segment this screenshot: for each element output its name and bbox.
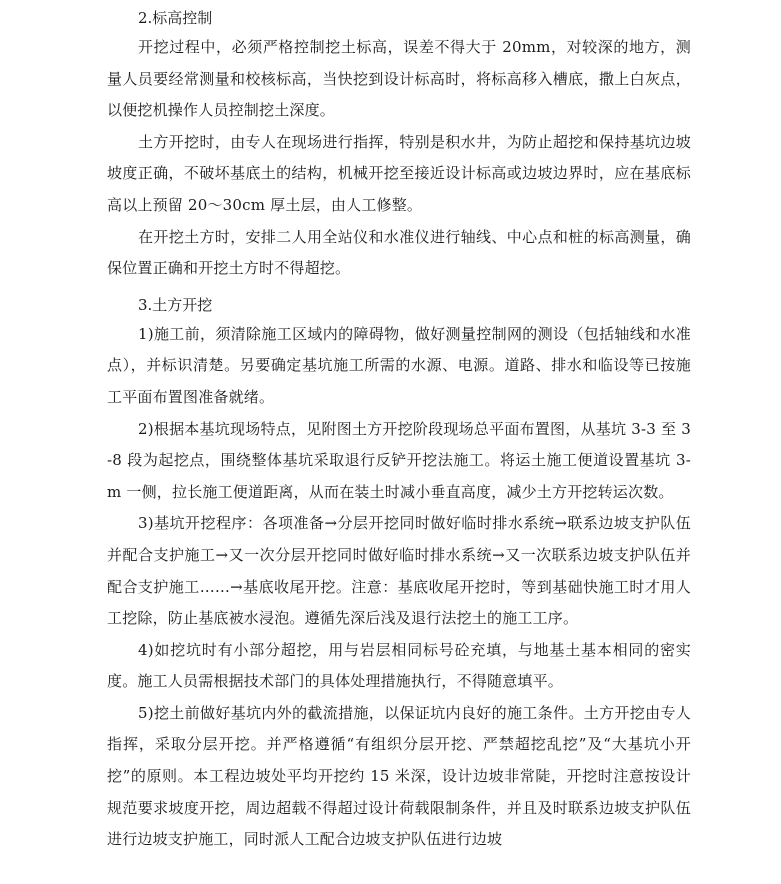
paragraph: 2)根据本基坑现场特点，见附图土方开挖阶段现场总平面布置图，从基坑 3-3 至 3-8 段为起挖点，围绕整体基坑采取退行反铲开挖法施工。将运土施工便道设置基坑 3-m 一侧，拉长施工便道距离，从而在装土时减小垂直高度，减少土方开挖转运次数。 (107, 419, 691, 501)
paragraph: 3)基坑开挖程序：各项准备→分层开挖同时做好临时排水系统→联系边坡支护队伍并配合支护施工→又一次分层开挖同时做好临时排水系统→又一次联系边坡支护队伍并配合支护施工……→基底收尾开挖。注意：基底收尾开挖时，等到基础快施工时才用人工挖除，防止基底被水浸泡。遵循先深后浅及退行法挖土的施工工序。 (107, 514, 691, 628)
paragraph: 在开挖土方时，安排二人用全站仪和水准仪进行轴线、中心点和桩的标高测量，确保位置正确和开挖土方时不得超挖。 (107, 227, 691, 278)
section-heading-earthwork-excavation: 3.土方开挖 (138, 295, 213, 314)
paragraph: 4)如挖坑时有小部分超挖，用与岩层相同标号砼充填，与地基土基本相同的密实度。施工人员需根据技术部门的具体处理措施执行，不得随意填平。 (107, 640, 691, 691)
paragraph: 1)施工前，须清除施工区域内的障碍物，做好测量控制网的测设（包括轴线和水准点），并标识清楚。另要确定基坑施工所需的水源、电源。道路、排水和临设等已按施工平面布置图准备就绪。 (107, 324, 691, 406)
paragraph: 开挖过程中，必须严格控制挖土标高，误差不得大于 20mm，对较深的地方，测量人员要经常测量和校核标高，当快挖到设计标高时，将标高移入槽底，撒上白灰点，以便挖机操作人员控制挖土深度。 (107, 38, 691, 120)
paragraph: 5)挖土前做好基坑内外的截流措施，以保证坑内良好的施工条件。土方开挖由专人指挥，采取分层开挖。并严格遵循“有组织分层开挖、严禁超挖乱挖”及“大基坑小开挖”的原则。本工程边坡处平均开挖约 15 米深，设计边坡非常陡，开挖时注意按设计规范要求坡度开挖，周边超载不得超过设计荷载限制条件，并且及时联系边坡支护队伍进行边坡支护施工，同时派人工配合边坡支护队伍进行边坡 (107, 703, 691, 849)
section-heading-elevation-control: 2.标高控制 (138, 9, 213, 27)
paragraph: 土方开挖时，由专人在现场进行指挥，特别是积水井，为防止超挖和保持基坑边坡坡度正确，不破坏基底土的结构，机械开挖至接近设计标高或边坡边界时，应在基底标高以上预留 20～30cm 厚土层，由人工修整。 (107, 132, 691, 214)
